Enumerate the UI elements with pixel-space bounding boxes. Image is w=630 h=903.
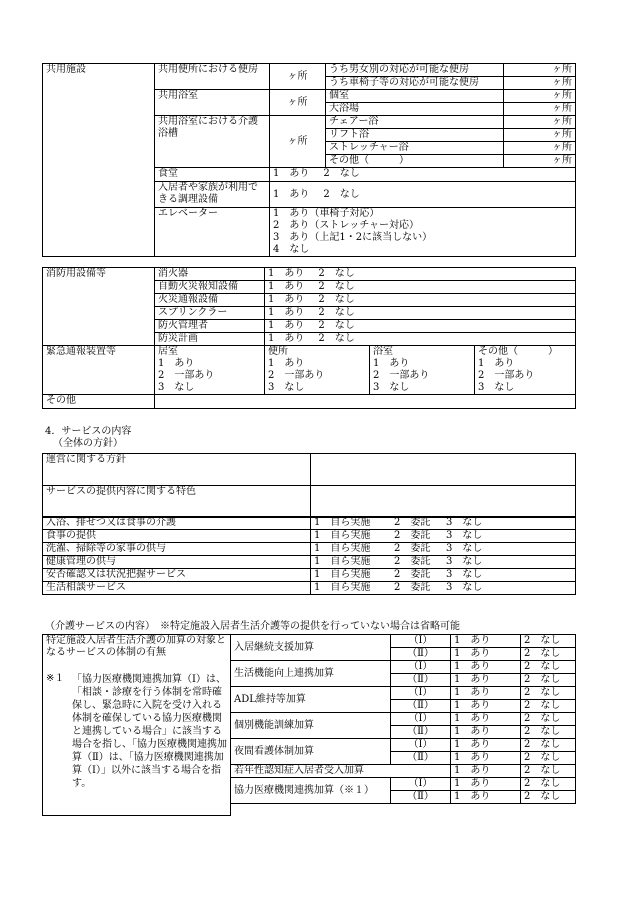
emergency-col	[265, 346, 370, 395]
fire-item: 火災通報設備	[155, 294, 265, 307]
option: 1 あり	[268, 333, 305, 344]
option: 3 なし	[446, 517, 483, 528]
care-bath-sub: チェアー浴	[326, 116, 504, 129]
emergency-col-label: その他（ ）	[478, 346, 558, 357]
option: 4 なし	[273, 244, 310, 255]
emergency-col-label: 居室	[158, 346, 178, 357]
care-yes: 1 あり	[451, 713, 521, 726]
care-yes: 1 あり	[451, 687, 521, 700]
service-options	[311, 543, 576, 556]
care-item: ADL維持等加算	[231, 687, 391, 713]
bath-sub-unit: ヶ所	[504, 90, 576, 103]
care-bath-sub-unit: ヶ所	[504, 155, 576, 168]
service-label: 安否確認又は状況把握サービス	[43, 569, 311, 582]
option: 2 委託	[394, 556, 431, 567]
option: 1 あり	[373, 358, 410, 369]
option: 2 なし	[318, 281, 355, 292]
option: 3 あり（上記1・2に該当しない）	[273, 232, 433, 243]
fire-options	[265, 268, 576, 281]
option: 1 自ら実施	[314, 582, 371, 593]
service-options	[311, 530, 576, 543]
care-heading: （介護サービスの内容） ※特定施設入居者生活介護等の提供を行っていない場合は省略可能	[45, 621, 460, 632]
care-no: 2 なし	[521, 700, 576, 713]
bath-sub: 個室	[326, 90, 504, 103]
care-bath-sub: ストレッチャー浴	[326, 142, 504, 155]
care-yes: 1 あり	[451, 778, 521, 791]
option: 2 一部あり	[268, 370, 325, 381]
care-no: 2 なし	[521, 739, 576, 752]
care-level: （Ⅰ）	[391, 635, 451, 648]
option: 1 あり	[268, 307, 305, 318]
care-level: （Ⅰ）	[391, 687, 451, 700]
care-bath-sub-unit: ヶ所	[504, 129, 576, 142]
option: 2 一部あり	[158, 370, 215, 381]
care-tail	[231, 804, 576, 816]
care-yes: 1 あり	[451, 661, 521, 674]
care-level: （Ⅱ）	[391, 726, 451, 739]
bath-sub-unit: ヶ所	[504, 103, 576, 116]
option: 2 一部あり	[478, 370, 535, 381]
option: 1 あり	[268, 281, 305, 292]
care-no: 2 なし	[521, 687, 576, 700]
care-level: （Ⅱ）	[391, 752, 451, 765]
option: 2 委託	[394, 530, 431, 541]
care-item: 協力医療機関連携加算（※１）	[231, 778, 391, 804]
care-level: （Ⅱ）	[391, 700, 451, 713]
care-no: 2 なし	[521, 726, 576, 739]
facilities-table	[42, 63, 576, 257]
care-no: 2 なし	[521, 765, 576, 778]
care-yes: 1 あり	[451, 752, 521, 765]
other-value	[155, 395, 576, 409]
option: 1 自ら実施	[314, 517, 371, 528]
care-no: 2 なし	[521, 713, 576, 726]
emergency-col-label: 便所	[268, 346, 288, 357]
toilet-sub-unit: ヶ所	[504, 77, 576, 90]
toilet-sub-unit: ヶ所	[504, 64, 576, 77]
care-yes: 1 あり	[451, 791, 521, 804]
care-level: （Ⅱ）	[391, 791, 451, 804]
dining-options	[270, 168, 576, 182]
option: 2 なし	[318, 307, 355, 318]
care-level: （Ⅰ）	[391, 713, 451, 726]
toilet-label: 共用便所における便房	[155, 64, 270, 90]
fire-options	[265, 281, 576, 294]
option: 1 あり	[273, 188, 310, 200]
care-no: 2 なし	[521, 778, 576, 791]
care-yes: 1 あり	[451, 635, 521, 648]
section4-heading: 4．サービスの内容	[45, 426, 132, 437]
emergency-col	[475, 346, 576, 395]
care-item: 個別機能訓練加算	[231, 713, 391, 739]
option: 1 あり	[268, 358, 305, 369]
emergency-col	[155, 346, 265, 395]
service-options	[311, 556, 576, 569]
service-options	[311, 569, 576, 582]
fire-item: 消火器	[155, 268, 265, 281]
option: 2 なし	[323, 188, 360, 200]
fire-item: 防火管理者	[155, 320, 265, 333]
note-mark: ※１	[46, 673, 65, 684]
fire-header: 消防用設備等	[43, 268, 155, 346]
service-label: 健康管理の供与	[43, 556, 311, 569]
option: 2 なし	[318, 333, 355, 344]
option: 2 委託	[394, 543, 431, 554]
features-value	[311, 486, 576, 518]
policy-label: 運営に関する方針	[43, 454, 311, 486]
option: 3 なし	[478, 382, 515, 393]
care-level: （Ⅰ）	[391, 778, 451, 791]
option: 3 なし	[268, 382, 305, 393]
option: 2 委託	[394, 569, 431, 580]
fire-emergency-table	[42, 267, 576, 409]
option: 1 自ら実施	[314, 543, 371, 554]
option: 2 なし	[323, 168, 360, 179]
service-label: 食事の提供	[43, 530, 311, 543]
option: 3 なし	[446, 582, 483, 593]
care-note: 「協力医療機関連携加算（Ⅰ）は、「相談・診療を行う体制を常時確保し、緊急時に入院を受け入れる体制を確保している協力医療機関と連携している場合」に該当する場合を指し、「協力医療機関連携加算（Ⅱ）は、「協力医療機関連携加算（Ⅰ）」以外に該当する場合を指す。	[72, 674, 227, 789]
care-bath-sub-unit: ヶ所	[504, 116, 576, 129]
bath-unit: ヶ所	[270, 90, 326, 116]
care-no: 2 なし	[521, 635, 576, 648]
care-bath-sub-unit: ヶ所	[504, 142, 576, 155]
care-yes: 1 あり	[451, 700, 521, 713]
elevator-options	[270, 208, 576, 257]
section4-title	[45, 426, 131, 450]
option: 3 なし	[373, 382, 410, 393]
dining-label: 食堂	[155, 168, 270, 182]
facilities-header: 共用施設	[43, 64, 155, 257]
option: 3 なし	[446, 543, 483, 554]
option: 1 あり	[478, 358, 515, 369]
care-item: 若年性認知症入居者受入加算	[231, 765, 451, 778]
fire-options	[265, 307, 576, 320]
option: 1 あり	[268, 294, 305, 305]
toilet-unit: ヶ所	[270, 64, 326, 90]
care-level: （Ⅱ）	[391, 674, 451, 687]
care-yes: 1 あり	[451, 674, 521, 687]
care-level: （Ⅰ）	[391, 739, 451, 752]
care-item: 生活機能向上連携加算	[231, 661, 391, 687]
service-label: 入浴、排せつ又は食事の介護	[43, 517, 311, 530]
option: 3 なし	[446, 556, 483, 567]
care-yes: 1 あり	[451, 726, 521, 739]
care-table	[42, 634, 576, 816]
care-no: 2 なし	[521, 752, 576, 765]
bath-label: 共用浴室	[155, 90, 270, 116]
option: 1 自ら実施	[314, 556, 371, 567]
service-label: 生活相談サービス	[43, 582, 311, 595]
option: 1 自ら実施	[314, 569, 371, 580]
care-yes: 1 あり	[451, 648, 521, 661]
option: 1 あり	[273, 168, 310, 179]
option: 3 なし	[446, 530, 483, 541]
toilet-sub: うち車椅子等の対応が可能な便房	[326, 77, 504, 90]
bath-sub: 大浴場	[326, 103, 504, 116]
fire-item: 自動火災報知設備	[155, 281, 265, 294]
elevator-label: エレベーター	[155, 208, 270, 257]
option: 1 あり	[158, 358, 195, 369]
option: 2 なし	[318, 320, 355, 331]
other-label: その他	[43, 395, 155, 409]
toilet-sub: うち男女別の対応が可能な便房	[326, 64, 504, 77]
option: 3 なし	[446, 569, 483, 580]
features-label: サービスの提供内容に関する特色	[43, 486, 311, 518]
option: 1 あり	[268, 268, 305, 279]
care-no: 2 なし	[521, 791, 576, 804]
fire-options	[265, 320, 576, 333]
emergency-col-label: 浴室	[373, 346, 393, 357]
option: 2 なし	[318, 294, 355, 305]
care-no: 2 なし	[521, 648, 576, 661]
care-level: （Ⅰ）	[391, 661, 451, 674]
care-yes: 1 あり	[451, 739, 521, 752]
option: 1 あり（車椅子対応）	[273, 208, 380, 219]
section4-subtitle: （全体の方針）	[53, 438, 123, 449]
service-options	[311, 517, 576, 530]
care-no: 2 なし	[521, 674, 576, 687]
fire-options	[265, 294, 576, 307]
care-level: （Ⅱ）	[391, 648, 451, 661]
option: 1 自ら実施	[314, 530, 371, 541]
care-yes: 1 あり	[451, 765, 521, 778]
care-bath-label: 共用浴室における介護浴槽	[155, 116, 270, 168]
care-left-title: 特定施設入居者生活介護の加算の対象となるサービスの体制の有無	[46, 635, 226, 658]
policy-value	[311, 454, 576, 486]
option: 2 一部あり	[373, 370, 430, 381]
care-bath-unit: ヶ所	[270, 116, 326, 168]
option: 3 なし	[158, 382, 195, 393]
fire-item: スプリンクラー	[155, 307, 265, 320]
care-bath-sub: その他（ ）	[326, 155, 504, 168]
option: 2 あり（ストレッチャー対応）	[273, 220, 419, 231]
option: 2 なし	[318, 268, 355, 279]
service-options	[311, 582, 576, 595]
care-item: 入居継続支援加算	[231, 635, 391, 661]
fire-item: 防災計画	[155, 333, 265, 346]
care-no: 2 なし	[521, 661, 576, 674]
emergency-header: 緊急通報装置等	[43, 346, 155, 395]
fire-options	[265, 333, 576, 346]
services-list	[42, 516, 576, 595]
care-bath-sub: リフト浴	[326, 129, 504, 142]
option: 2 委託	[394, 582, 431, 593]
care-left-cell	[43, 635, 231, 816]
option: 1 あり	[268, 320, 305, 331]
kitchen-label: 入居者や家族が利用できる調理設備	[155, 182, 270, 208]
care-item: 夜間看護体制加算	[231, 739, 391, 765]
emergency-col	[370, 346, 475, 395]
option: 2 委託	[394, 517, 431, 528]
service-label: 洗濯、掃除等の家事の供与	[43, 543, 311, 556]
kitchen-options	[270, 182, 576, 208]
